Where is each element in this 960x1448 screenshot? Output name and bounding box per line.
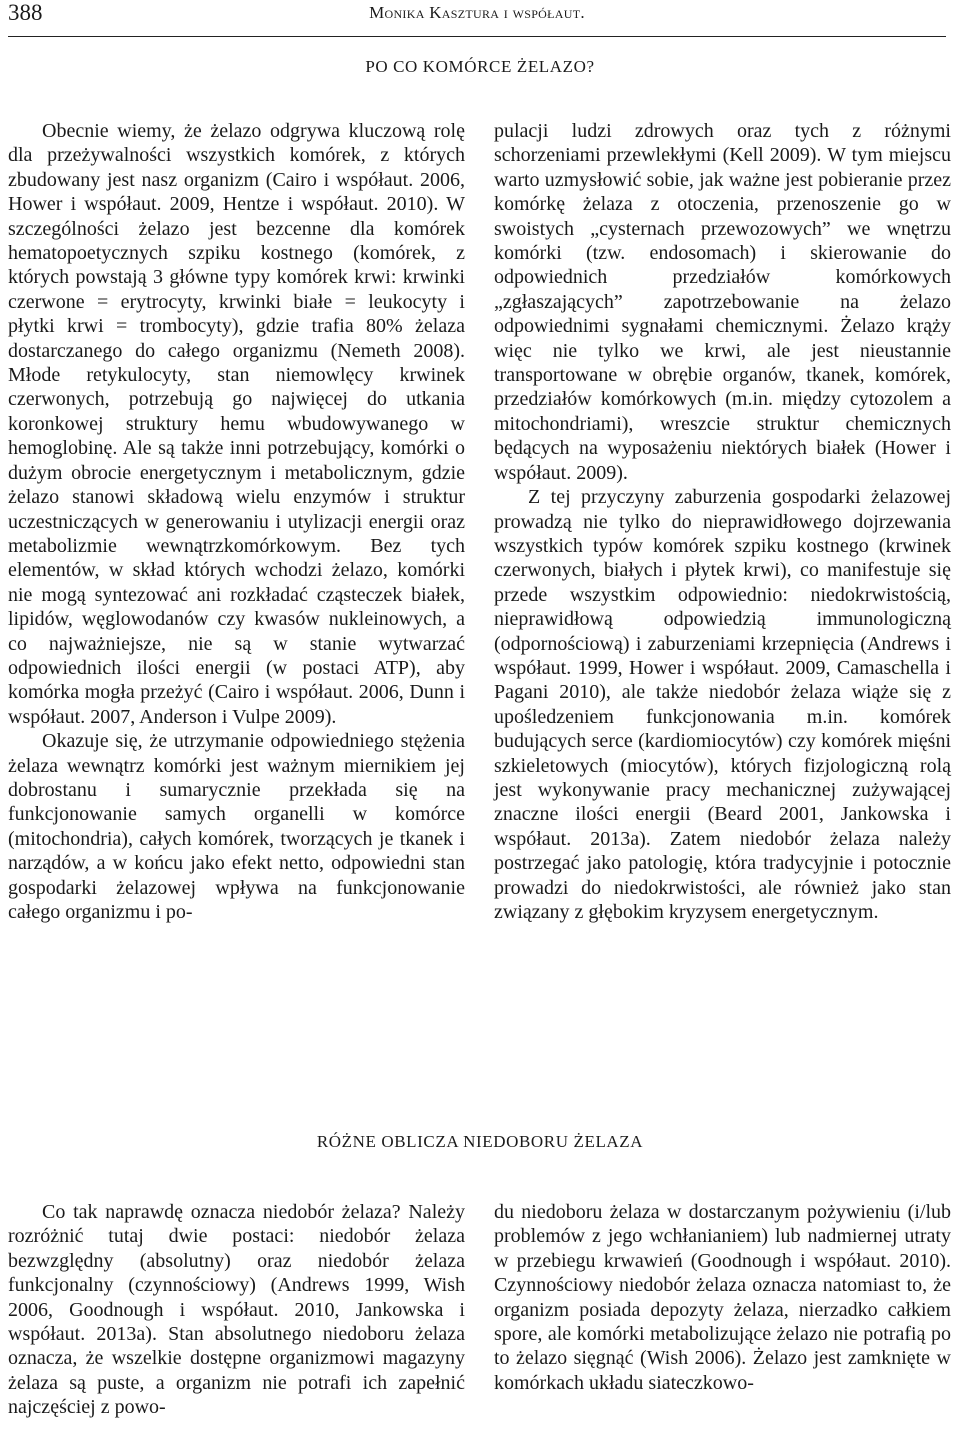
paragraph: pulacji ludzi zdrowych oraz tych z różnymi schorzeniami przewlekłymi (Kell 2009). W tym miejscu warto uzmysłowić sobie, jak ważne jest pobieranie przez komórkę żelaza z otoczenia, przenoszenie go w swoistych „cysternach przewozowych” we wnętrzu komórki (tzw. endosomach) i skierowanie do odpowiednich przedziałów komórkowych „zgłaszających” zapotrzebowanie na żelazo odpowiednimi sygnałami chemicznymi. Żelazo krąży więc nie tylko we krwi, ale jest nieustannie transportowane w obrębie organów, tkanek, komórek, przedziałów komórkowych (m.in. między cytozolem a mitochondriami), wreszcie struktur chemicznych będących na wyposażeniu niektórych białek (Hower i współaut. 2009). xyxy=(494,120,951,484)
section2-left-column xyxy=(8,1200,465,1420)
section2-right-column xyxy=(494,1200,951,1395)
running-head: Monika Kasztura i współaut. xyxy=(369,3,585,22)
section1-left-column xyxy=(8,119,465,924)
section-title-1: PO CO KOMÓRCE ŻELAZO? xyxy=(365,57,595,76)
paragraph: Z tej przyczyny zaburzenia gospodarki żelazowej prowadzą nie tylko do nieprawidłowego dojrzewania wszystkich typów komórek szpiku kostnego (krwinek czerwonych, białych i płytek krwi), co manifestuje się przede wszystkim odpowiednio: niedokrwistością, nieprawidłową odpowiedzią immunologiczną (odpornościową) i zaburzeniami krzepnięcia (Andrews i współaut. 1999, Hower i współaut. 2009, Camaschella i Pagani 2010), ale także niedobór żelaza wiąże się z upośledzeniem funkcjonowania m.in. komórek budujących serce (kardiomiocytów) czy komórek mięśni szkieletowych (miocytów), których fizjologiczną rolą jest wykonywanie pracy mechanicznej zużywającej znaczne ilości energii (Beard 2001, Jankowska i współaut. 2013a). Zatem niedobór żelaza należy postrzegać jako patologię, która tradycyjnie i potocznie prowadzi do niedokrwistości, ale również jako stan związany z głębokim kryzysem energetycznym. xyxy=(494,486,951,923)
paragraph: Obecnie wiemy, że żelazo odgrywa kluczową rolę dla przeżywalności wszystkich komórek, z których zbudowany jest nasz organizm (Cairo i współaut. 2006, Hower i współaut. 2009, Hentze i współaut. 2010). W szczególności żelazo jest bezcenne dla komórek hematopoetycznych szpiku kostnego (komórek, z których powstają 3 główne typy komórek krwi: krwinki czerwone = erytrocyty, krwinki białe = leukocyty i płytki krwi = trombocyty), gdzie trafia 80% żelaza dostarczanego do całego organizmu (Nemeth 2008). Młode retykulocyty, stan niemowlęcy krwinek czerwonych, potrzebują go najwięcej do utkania koronkowej struktury hemu wbudowywanego w hemoglobinę. Ale są także inni potrzebujący, komórki o dużym obrocie energetycznym i metabolicznym, gdzie żelazo stanowi składową wielu enzymów i struktur uczestniczących w generowaniu i utylizacji energii oraz metabolizmie wewnątrzkomórkowym. Bez tych elementów, w skład których wchodzi żelazo, komórki nie mogą syntezować ani rozkładać cząsteczek białek, lipidów, węglowodanów czy kwasów nukleinowych, a co najważniejsze, nie są w stanie wytwarzać odpowiednich ilości energii (w postaci ATP), aby komórka mogła przeżyć (Cairo i współaut. 2006, Dunn i współaut. 2007, Anderson i Vulpe 2009). xyxy=(8,120,465,728)
page-header xyxy=(8,0,946,37)
paragraph: du niedoboru żelaza w dostarczanym pożywieniu (i/lub problemów z jego wchłanianiem) lub nadmiernej utraty w przebiegu krwawień (Goodnough i współaut. 2010). Czynnościowy niedobór żelaza oznacza natomiast to, że organizm posiada depozyty żelaza, nierzadko całkiem spore, ale komórki metabolizujące żelazo nie potrafią po to żelazo sięgnąć (Wish 2006). Żelazo jest zamknięte w komórkach układu siateczkowo- xyxy=(494,1201,951,1394)
section1-right-column xyxy=(494,119,951,924)
paragraph: Co tak naprawdę oznacza niedobór żelaza? Należy rozróżnić tutaj dwie postaci: niedobór żelaza bezwzględny (absolutny) oraz niedobór żelaza funkcjonalny (czynnościowy) (Andrews 1999, Wish 2006, Goodnough i współaut. 2010, Jankowska i współaut. 2013a). Stan absolutnego niedoboru żelaza oznacza, że wszelkie dostępne organizmowi magazyny żelaza są puste, a organizm nie potrafi ich zapełnić najczęściej z powo- xyxy=(8,1201,465,1419)
section-title-2: RÓŻNE OBLICZA NIEDOBORU ŻELAZA xyxy=(316,1132,644,1151)
paragraph: Okazuje się, że utrzymanie odpowiedniego stężenia żelaza wewnątrz komórki jest ważnym miernikiem jej dobrostanu i sumarycznie przekłada się na funkcjonowanie samych organelli w komórce (mitochondria), całych komórek, tworzących je tkanek i narządów, a w końcu jako efekt netto, odpowiedni stan gospodarki żelazowej wpływa na funkcjonowanie całego organizmu i po- xyxy=(8,730,465,923)
page-number: 388 xyxy=(8,0,43,25)
